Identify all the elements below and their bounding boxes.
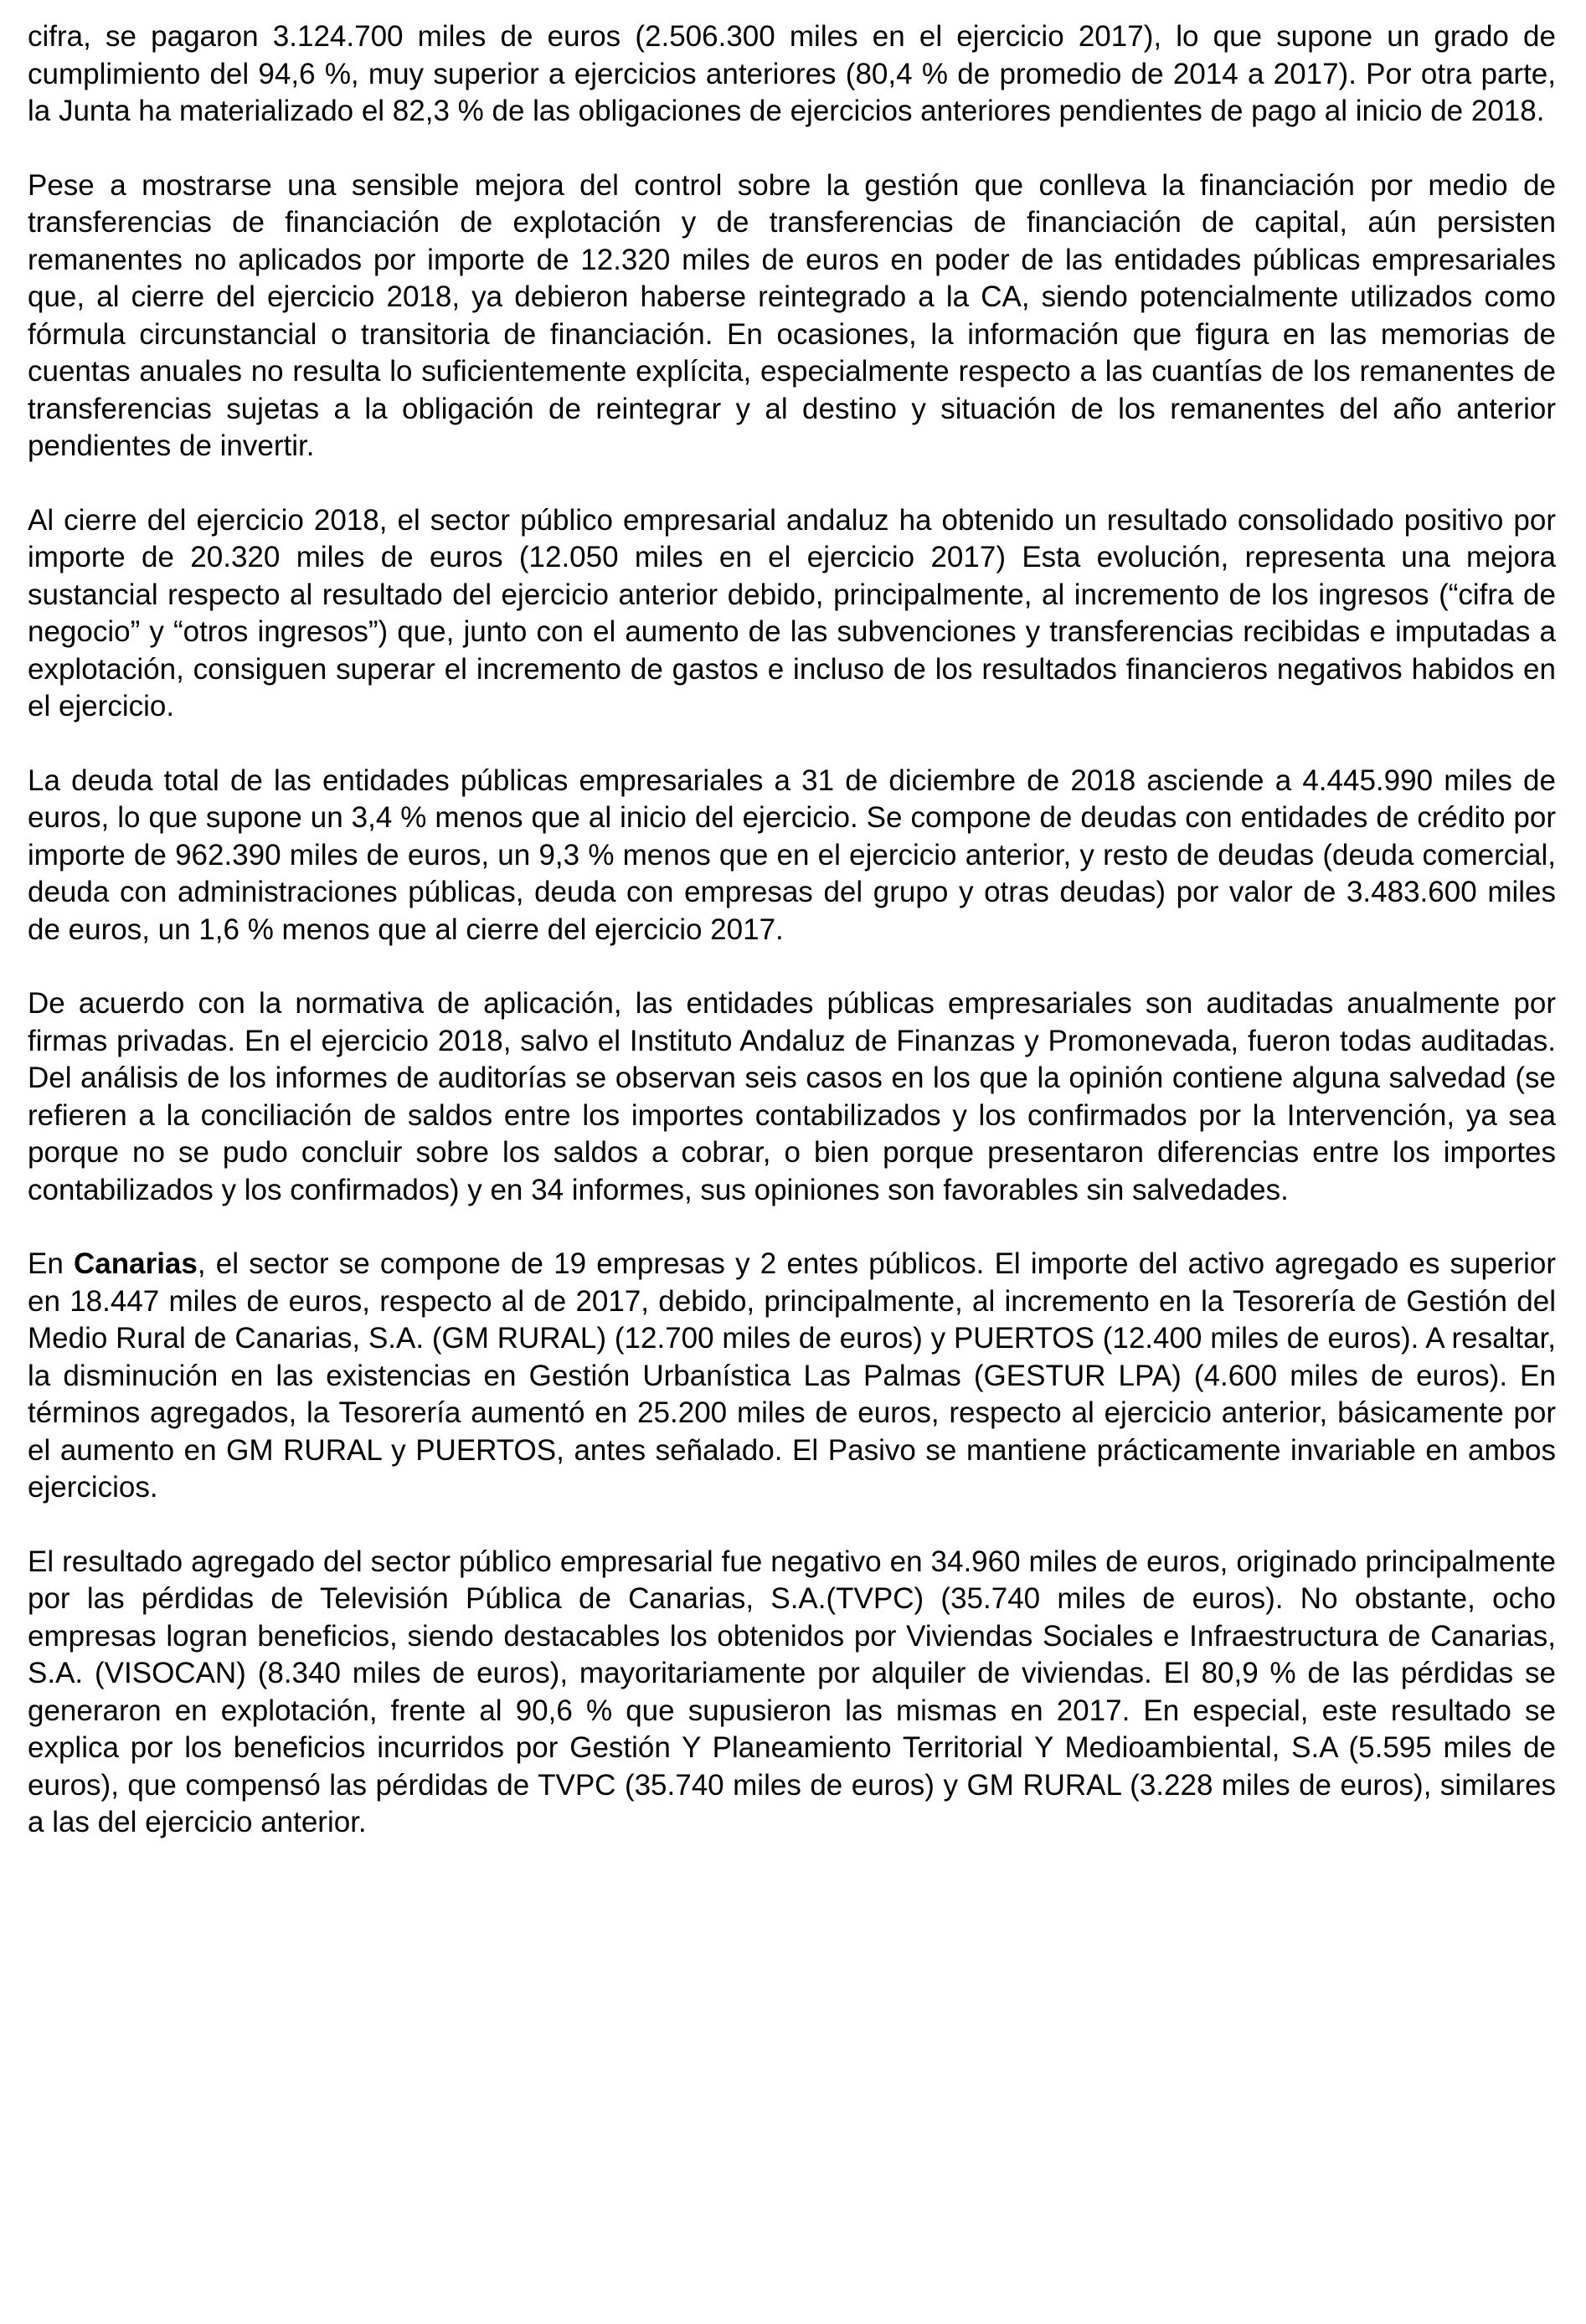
paragraph-auditorias: De acuerdo con la normativa de aplicación, las entidades públicas empresariales son auditadas anualmente por firmas privadas. En el ejercicio 2018, salvo el Instituto Andaluz de Finanzas y Promonevada, fueron todas auditadas. Del análisis de los informes de auditorías se observan seis casos en los que la opinión contiene alguna salvedad (se refieren a la conciliación de saldos entre los importes contabilizados y los confirmados por la Intervención, ya sea porque no se pudo concluir sobre los saldos a cobrar, o bien porque presentaron diferencias entre los importes contabilizados y los confirmados) y en 34 informes, sus opiniones son favorables sin salvedades. — [28, 987, 1556, 1206]
region-name-canarias: Canarias — [74, 1247, 198, 1280]
document-page — [28, 18, 1556, 1842]
paragraph-payments-fulfilment: cifra, se pagaron 3.124.700 miles de euros (2.506.300 miles en el ejercicio 2017), lo que supone un grado de cumplimiento del 94,6 %, muy superior a ejercicios anteriores (80,4 % de promedio de 2014 a 2017). Por otra parte, la Junta ha materializado el 82,3 % de las obligaciones de ejercicios anteriores pendientes de pago al inicio de 2018. — [28, 20, 1556, 127]
paragraph-body-text: , el sector se compone de 19 empresas y 2 entes públicos. El importe del activo agregado es superior en 18.447 miles de euros, respecto al de 2017, debido, principalmente, al incremento en la Tesorería de Gestión del Medio Rural de Canarias, S.A. (GM RURAL) (12.700 miles de euros) y PUERTOS (12.400 miles de euros). A resaltar, la disminución en las existencias en Gestión Urbanística Las Palmas (GESTUR LPA) (4.600 miles de euros). En términos agregados, la Tesorería aumentó en 25.200 miles de euros, respecto al ejercicio anterior, básicamente por el aumento en GM RURAL y PUERTOS, antes señalado. El Pasivo se mantiene prácticamente invariable en ambos ejercicios. — [28, 1247, 1556, 1504]
paragraph-deuda-total: La deuda total de las entidades públicas empresariales a 31 de diciembre de 2018 asciende a 4.445.990 miles de euros, lo que supone un 3,4 % menos que al inicio del ejercicio. Se compone de deudas con entidades de crédito por importe de 962.390 miles de euros, un 9,3 % menos que en el ejercicio anterior, y resto de deudas (deuda comercial, deuda con administraciones públicas, deuda con empresas del grupo y otras deudas) por valor de 3.483.600 miles de euros, un 1,6 % menos que al cierre del ejercicio 2017. — [28, 764, 1556, 946]
paragraph-lead-text: En — [28, 1247, 74, 1280]
paragraph-remanentes-transferencias: Pese a mostrarse una sensible mejora del control sobre la gestión que conlleva la financiación por medio de transferencias de financiación de explotación y de transferencias de financiación de capital, aún persisten remanentes no aplicados por importe de 12.320 miles de euros en poder de las entidades públicas empresariales que, al cierre del ejercicio 2018, ya debieron haberse reintegrado a la CA, siendo potencialmente utilizados como fórmula circunstancial o transitoria de financiación. En ocasiones, la información que figura en las memorias de cuentas anuales no resulta lo suficientemente explícita, especialmente respecto a las cuantías de los remanentes de transferencias sujetas a la obligación de reintegrar y al destino y situación de los remanentes del año anterior pendientes de invertir. — [28, 168, 1556, 462]
paragraph-canarias-activo — [28, 1246, 1556, 1507]
paragraph-resultado-canarias: El resultado agregado del sector público empresarial fue negativo en 34.960 miles de euros, originado principalmente por las pérdidas de Televisión Pública de Canarias, S.A.(TVPC) (35.740 miles de euros). No obstante, ocho empresas logran beneficios, siendo destacables los obtenidos por Viviendas Sociales e Infraestructura de Canarias, S.A. (VISOCAN) (8.340 miles de euros), mayoritariamente por alquiler de viviendas. El 80,9 % de las pérdidas se generaron en explotación, frente al 90,6 % que supusieron las mismas en 2017. En especial, este resultado se explica por los beneficios incurridos por Gestión Y Planeamiento Territorial Y Medioambiental, S.A (5.595 miles de euros), que compensó las pérdidas de TVPC (35.740 miles de euros) y GM RURAL (3.228 miles de euros), similares a las del ejercicio anterior. — [28, 1545, 1556, 1838]
paragraph-resultado-andalucia: Al cierre del ejercicio 2018, el sector público empresarial andaluz ha obtenido un resultado consolidado positivo por importe de 20.320 miles de euros (12.050 miles en el ejercicio 2017) Esta evolución, representa una mejora sustancial respecto al resultado del ejercicio anterior debido, principalmente, al incremento de los ingresos (“cifra de negocio” y “otros ingresos”) que, junto con el aumento de las subvenciones y transferencias recibidas e imputadas a explotación, consiguen superar el incremento de gastos e incluso de los resultados financieros negativos habidos en el ejercicio. — [28, 503, 1556, 722]
